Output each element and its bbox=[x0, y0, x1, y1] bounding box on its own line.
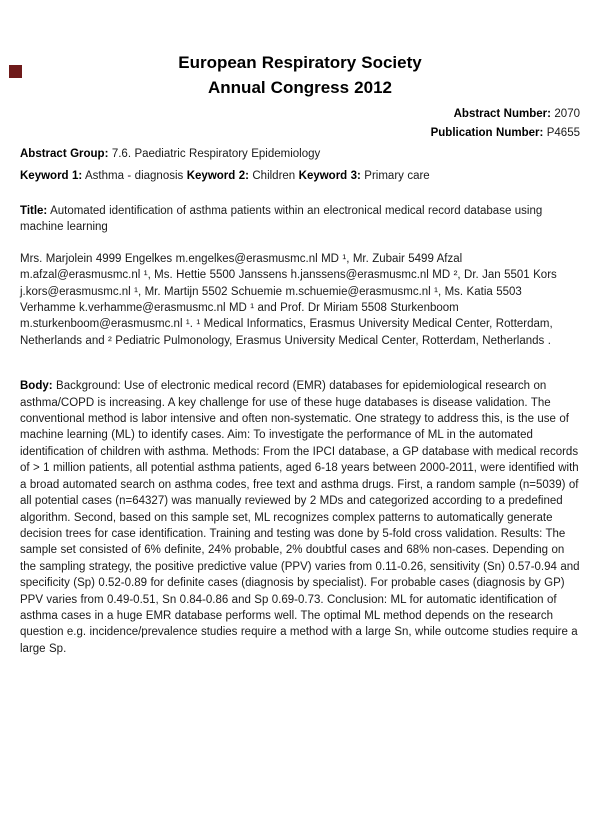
title-text: Automated identification of asthma patients within an electronical medical record database using machine learning bbox=[20, 205, 543, 234]
keyword-2-value: Children bbox=[252, 170, 296, 182]
publication-number-label: Publication Number: bbox=[430, 127, 544, 139]
abstract-group-row bbox=[20, 146, 580, 162]
title-paragraph bbox=[20, 203, 580, 236]
publication-number-value: P4655 bbox=[546, 127, 580, 139]
meta-numbers bbox=[20, 105, 580, 143]
publication-number-row bbox=[20, 124, 580, 143]
keyword-3-label: Keyword 3: bbox=[298, 170, 361, 182]
keyword-1-value: Asthma - diagnosis bbox=[85, 170, 184, 182]
congress-title-line1: European Respiratory Society bbox=[178, 53, 422, 72]
body-paragraph bbox=[20, 378, 580, 657]
congress-title bbox=[20, 50, 580, 100]
keyword-1-label: Keyword 1: bbox=[20, 170, 83, 182]
abstract-number-label: Abstract Number: bbox=[453, 108, 551, 120]
keywords-row bbox=[20, 168, 580, 184]
abstract-number-row bbox=[20, 105, 580, 124]
abstract-group-label: Abstract Group: bbox=[20, 148, 109, 160]
title-label: Title: bbox=[20, 205, 48, 217]
authors-paragraph bbox=[20, 251, 580, 349]
keyword-3-value: Primary care bbox=[364, 170, 430, 182]
body-label: Body: bbox=[20, 380, 53, 393]
keyword-2-label: Keyword 2: bbox=[186, 170, 249, 182]
congress-title-line2: Annual Congress 2012 bbox=[208, 78, 392, 97]
body-text: Background: Use of electronic medical record (EMR) databases for epidemiological research on asthma/COPD is increasing. A key challenge for use of these huge databases is disease validation. The conventional method is labor intensive and often non-systematic. One strategy to address this, is the use of machine learning (ML) to identify cases. Aim: To investigate the performance of ML in the automated identification of children with asthma. Methods: From the IPCI database, a GP database with medical records of > 1 million patients, all potential asthma patients, aged 6-18 years between 2000-2011, were identified with a broad automated search on asthma codes, free text and asthma drugs. First, a random sample (n=5039) of all potential cases (n=64327) was manually reviewed by 2 MDs and categorized according to a predefined algorithm. Second, based on this sample set, ML recognizes complex patterns to automatically generate decision trees for case identification. Training and testing was done by 5-fold cross validation. Results: The sample set consisted of 6% definite, 24% probable, 2% doubtful cases and 68% non-cases. Depending on the sampling strategy, the positive predictive value (PPV) varies from 0.11-0.26, sensitivity (Sn) 0.57-0.94 and specificity (Sp) 0.52-0.89 for definite cases (diagnosis by specialist). For probable cases (diagnosis by GP) PPV varies from 0.49-0.51, Sn 0.84-0.86 and Sp 0.69-0.73. Conclusion: ML for automatic identification of asthma cases in a huge EMR database performs well. The optimal ML method depends on the research question e.g. incidence/prevalence studies require a method with a large Sn, while outcome studies require a large Sp. bbox=[20, 380, 580, 655]
abstract-page bbox=[0, 50, 600, 826]
abstract-group-value: 7.6. Paediatric Respiratory Epidemiology bbox=[111, 148, 321, 160]
abstract-number-value: 2070 bbox=[554, 108, 580, 120]
corner-marker bbox=[9, 65, 22, 78]
document-body bbox=[0, 50, 600, 657]
authors-text: Mrs. Marjolein 4999 Engelkes m.engelkes@erasmusmc.nl MD ¹, Mr. Zubair 5499 Afzal m.afzal@erasmusmc.nl ¹, Ms. Hettie 5500 Janssens h.janssens@erasmusmc.nl MD ², Dr. Jan 5501 Kors j.kors@erasmusmc.nl ¹, Mr. Martijn 5502 Schuemie m.schuemie@erasmusmc.nl ¹, Ms. Katia 5503 Verhamme k.verhamme@erasmusmc.nl MD ¹ and Prof. Dr Miriam 5508 Sturkenboom m.sturkenboom@erasmusmc.nl ¹. ¹ Medical Informatics, Erasmus University Medical Center, Rotterdam, Netherlands and ² Pediatric Pulmonology, Erasmus University Medical Center, Rotterdam, Netherlands . bbox=[20, 252, 557, 347]
